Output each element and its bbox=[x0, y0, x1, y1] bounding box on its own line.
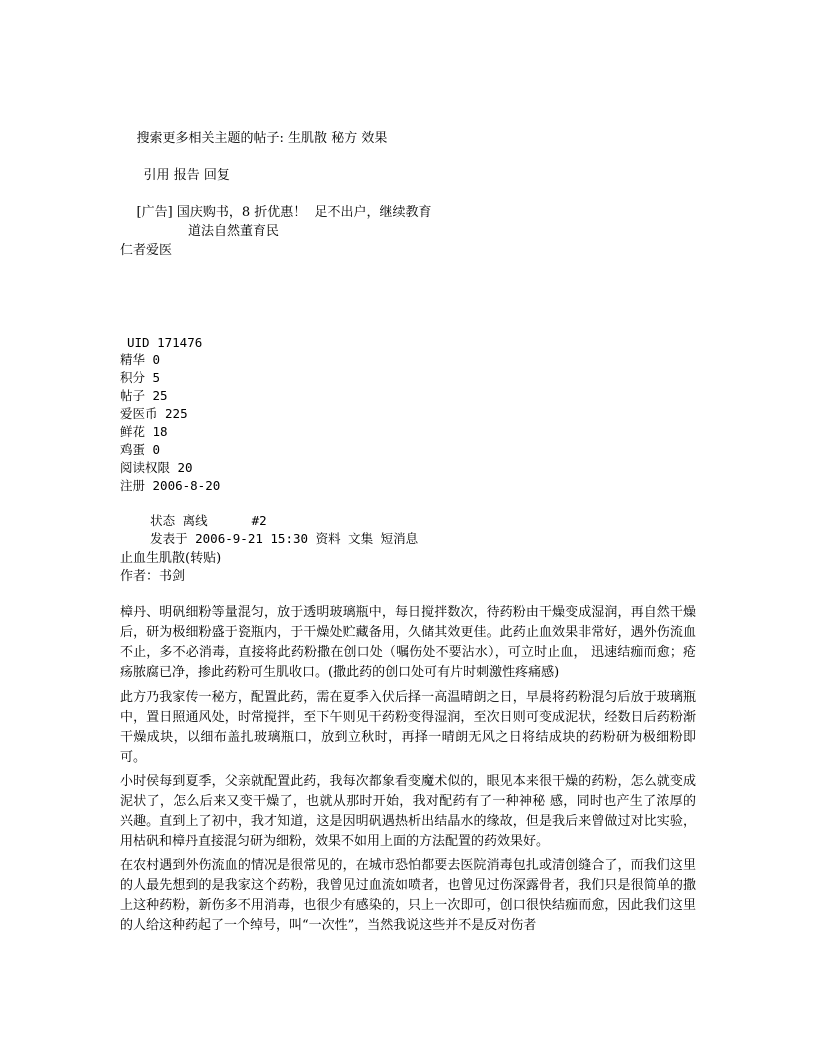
ad-link-books[interactable]: 国庆购书，8 折优惠！ bbox=[176, 205, 307, 220]
profile-link[interactable]: 资料 bbox=[315, 531, 341, 546]
tag-link-shengjisan[interactable]: 生肌散 bbox=[288, 131, 328, 146]
article-byline: 作者：书剑 bbox=[120, 569, 186, 584]
stat-jinghua: 精华 0 bbox=[120, 352, 161, 367]
stat-tiezi: 帖子 25 bbox=[120, 388, 168, 403]
stat-aiyibi: 爱医币 225 bbox=[120, 406, 188, 421]
status-label: 状态 离线 bbox=[150, 513, 208, 528]
stat-xianhua: 鲜花 18 bbox=[120, 424, 168, 439]
quote-link[interactable]: 引用 bbox=[143, 168, 170, 183]
stat-jidan: 鸡蛋 0 bbox=[120, 442, 161, 457]
tag-link-mifang[interactable]: 秘方 bbox=[331, 131, 358, 146]
article-paragraph-4: 在农村遇到外伤流血的情况是很常见的，在城市恐怕都要去医院消毒包扎或清创缝合了，而我们这里的人最先想到的是我家这个药粉，我曾见过血流如喷者，也曾见过伤深露骨者，我们只是很简单的撒上这种药粉，新伤多不用消毒，也很少有感染的，只上一次即可，创口很快结痂而愈，因此我们这里的人给这种药起了一个绰号，叫“一次性”，当然我说这些并不是反对伤者 bbox=[120, 858, 696, 933]
related-search-prefix: 搜索更多相关主题的帖子: bbox=[136, 131, 289, 146]
author-group: 仁者爱医 bbox=[120, 243, 173, 258]
ad-link-education[interactable]: 足不出户，继续教育 bbox=[314, 205, 432, 220]
tag-link-xiaoguo[interactable]: 效果 bbox=[361, 131, 388, 146]
reply-link[interactable]: 回复 bbox=[203, 168, 230, 183]
ad-label: [广告] bbox=[136, 205, 173, 220]
article-paragraph-2: 此方乃我家传一秘方，配置此药，需在夏季入伏后择一高温晴朗之日，早晨将药粉混匀后放于玻璃瓶中，置日照通风处，时常搅拌，至下午则见干药粉变得湿润，至次日则可变成泥状，经数日后药粉渐干燥成块，以细布盖扎玻璃瓶口，放到立秋时，再择一晴朗无风之日将结成块的药粉研为极细粉即可。 bbox=[120, 690, 696, 765]
message-link[interactable]: 短消息 bbox=[380, 531, 419, 546]
article-title: 止血生肌散(转贴) bbox=[120, 551, 222, 566]
stat-jifen: 积分 5 bbox=[120, 370, 161, 385]
collection-link[interactable]: 文集 bbox=[348, 531, 374, 546]
floor-number: #2 bbox=[251, 513, 267, 528]
author-signature: 道法自然董育民 bbox=[188, 224, 280, 239]
user-uid: UID 171476 bbox=[127, 335, 203, 350]
report-link[interactable]: 报告 bbox=[173, 168, 200, 183]
article-paragraph-3: 小时侯每到夏季，父亲就配置此药，我每次都象看变魔术似的，眼见本来很干燥的药粉，怎么就变成泥状了，怎么后来又变干燥了，也就从那时开始，我对配药有了一种神秘 感，同时也产生了浓厚的兴趣。直到上了初中，我才知道，这是因明矾遇热析出结晶水的缘故，但是我后来曾做过对比实验，用枯矾和樟丹直接混匀研为细粉，效果不如用上面的方法配置的药效果好。 bbox=[120, 774, 696, 849]
article-paragraph-1: 樟丹、明矾细粉等量混匀，放于透明玻璃瓶中，每日搅拌数次，待药粉由干燥变成湿润，再自然干燥后，研为极细粉盛于瓷瓶内，于干燥处贮藏备用，久储其效更佳。此药止血效果非常好，遇外伤流血不止，多不必消毒，直接将此药粉撒在创口处（嘱伤处不要沾水），可立时止血， 迅速结痂而愈；疮疡脓腐已净，掺此药粉可生肌收口。(撒此药的创口处可有片时刺激性疼痛感) bbox=[120, 605, 696, 680]
post-time: 发表于 2006-9-21 15:30 bbox=[150, 531, 309, 546]
stat-quanxian: 阅读权限 20 bbox=[120, 460, 193, 475]
stat-zhuce: 注册 2006-8-20 bbox=[120, 478, 221, 493]
